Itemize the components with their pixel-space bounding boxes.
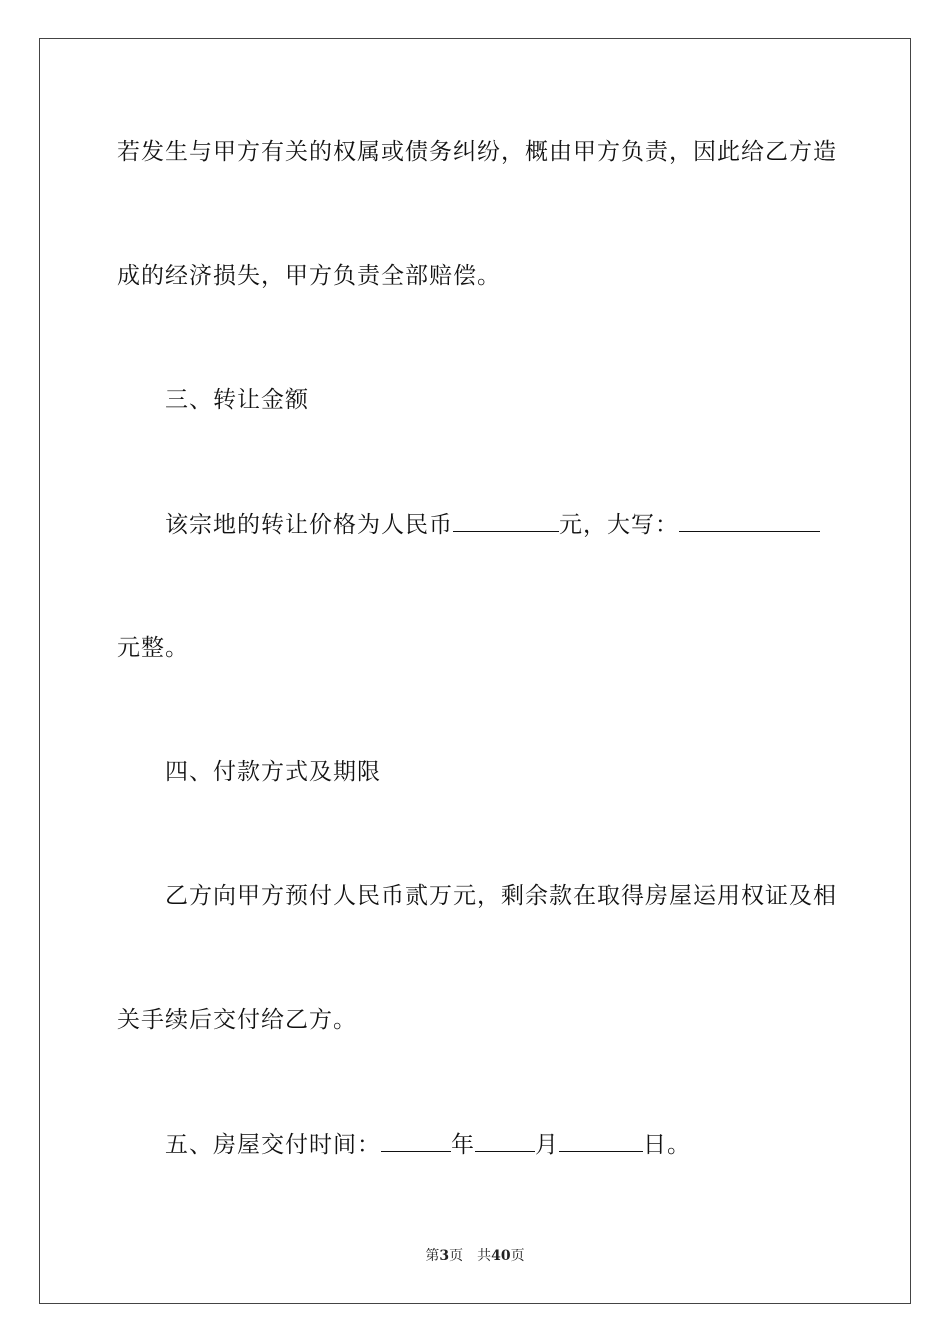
day-blank[interactable] — [559, 1129, 643, 1152]
delivery-date-label: 五、房屋交付时间： — [165, 1132, 381, 1158]
paragraph-2-line-1 — [165, 509, 820, 540]
year-label: 年 — [451, 1132, 475, 1158]
paragraph-3-line-1: 乙方向甲方预付人民币贰万元，剩余款在取得房屋运用权证及相 — [165, 883, 837, 909]
day-label: 日。 — [643, 1132, 691, 1158]
price-capital-blank[interactable] — [679, 509, 820, 532]
page-border — [39, 38, 911, 1304]
page-footer — [0, 1247, 950, 1265]
year-blank[interactable] — [381, 1129, 451, 1152]
paragraph-1-line-1: 若发生与甲方有关的权属或债务纠纷，概由甲方负责，因此给乙方造 — [117, 139, 837, 165]
page-suffix: 页 — [449, 1248, 464, 1264]
paragraph-1-line-2: 成的经济损失，甲方负责全部赔偿。 — [117, 263, 501, 289]
paragraph-2-line-2: 元整。 — [117, 635, 189, 661]
month-blank[interactable] — [475, 1129, 535, 1152]
month-label: 月 — [535, 1132, 559, 1158]
paragraph-3-line-2: 关手续后交付给乙方。 — [117, 1007, 357, 1033]
section-5-delivery-date — [165, 1129, 691, 1160]
page-prefix: 第 — [425, 1248, 440, 1264]
total-page-number: 40 — [491, 1248, 511, 1264]
price-capital-label: 元，大写： — [559, 512, 679, 538]
price-text: 该宗地的转让价格为人民币 — [165, 512, 453, 538]
total-prefix: 共 — [477, 1248, 492, 1264]
current-page-number: 3 — [439, 1248, 450, 1264]
price-amount-blank[interactable] — [453, 509, 559, 532]
section-3-heading: 三、转让金额 — [165, 387, 309, 413]
section-4-heading: 四、付款方式及期限 — [165, 759, 381, 785]
total-suffix: 页 — [510, 1248, 525, 1264]
